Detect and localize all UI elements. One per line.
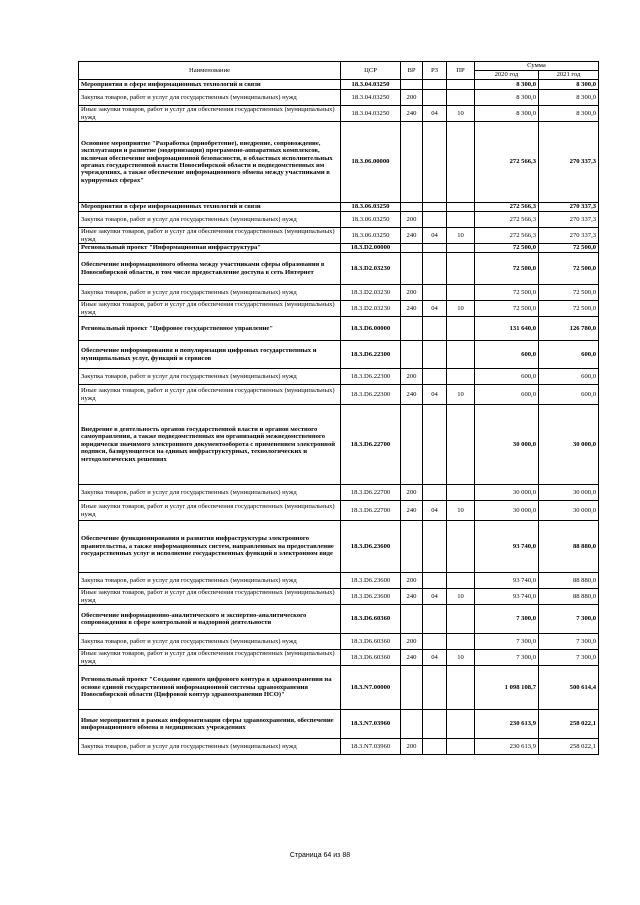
row-name-cell: Иные закупки товаров, работ и услуг для обеспечения государственных (муниципальных) нужд xyxy=(79,501,341,521)
row-rz-cell xyxy=(423,521,447,573)
row-name-cell: Мероприятия в сфере информационных технологий и связи xyxy=(79,203,341,212)
header-rz: РЗ xyxy=(423,62,447,80)
row-pr-cell xyxy=(447,521,475,573)
row-value-2020-cell: 7 300,0 xyxy=(475,605,539,634)
row-pr-cell: 10 xyxy=(447,385,475,405)
row-name-cell: Иные закупки товаров, работ и услуг для обеспечения государственных (муниципальных) нужд xyxy=(79,589,341,605)
table-row xyxy=(79,485,599,501)
row-rz-cell xyxy=(423,317,447,341)
row-name-cell: Иные закупки товаров, работ и услуг для обеспечения государственных (муниципальных) нужд xyxy=(79,385,341,405)
row-name-cell: Иные закупки товаров, работ и услуг для обеспечения государственных (муниципальных) нужд xyxy=(79,650,341,666)
row-csr-cell: 18.3.06.00000 xyxy=(341,122,401,203)
row-rz-cell xyxy=(423,739,447,755)
row-value-2021-cell: 8 300,0 xyxy=(539,90,599,106)
row-csr-cell: 18.3.D2.00000 xyxy=(341,244,401,253)
table-body xyxy=(79,80,599,755)
row-value-2020-cell: 72 500,0 xyxy=(475,244,539,253)
row-vr-cell xyxy=(401,244,423,253)
table-row xyxy=(79,405,599,485)
row-name-cell: Региональный проект "Информационная инфраструктура" xyxy=(79,244,341,253)
header-year-2020: 2020 год xyxy=(475,71,539,80)
row-value-2021-cell: 72 500,0 xyxy=(539,244,599,253)
table-row xyxy=(79,122,599,203)
row-pr-cell xyxy=(447,203,475,212)
row-vr-cell: 200 xyxy=(401,634,423,650)
row-rz-cell xyxy=(423,710,447,739)
row-rz-cell xyxy=(423,244,447,253)
row-value-2021-cell: 600,0 xyxy=(539,369,599,385)
row-value-2020-cell: 600,0 xyxy=(475,385,539,405)
row-csr-cell: 18.3.D6.22700 xyxy=(341,405,401,485)
row-value-2020-cell: 8 300,0 xyxy=(475,106,539,122)
row-rz-cell xyxy=(423,573,447,589)
row-name-cell: Закупка товаров, работ и услуг для государственных (муниципальных) нужд xyxy=(79,485,341,501)
row-name-cell: Обеспечение функционирования и развития инфраструктуры электронного правительства, а также информационных систем, направленных на предоставление государственных услуг и исполнение государственных функций в электронном виде xyxy=(79,521,341,573)
row-csr-cell: 18.3.06.03250 xyxy=(341,203,401,212)
row-value-2021-cell: 8 300,0 xyxy=(539,80,599,90)
row-value-2021-cell: 88 880,0 xyxy=(539,573,599,589)
row-rz-cell xyxy=(423,485,447,501)
row-pr-cell xyxy=(447,485,475,501)
row-pr-cell xyxy=(447,634,475,650)
row-pr-cell xyxy=(447,253,475,285)
row-vr-cell xyxy=(401,605,423,634)
row-csr-cell: 18.3.D6.23600 xyxy=(341,521,401,573)
row-pr-cell xyxy=(447,710,475,739)
row-csr-cell: 18.3.06.03250 xyxy=(341,228,401,244)
row-value-2021-cell: 258 022,1 xyxy=(539,710,599,739)
row-value-2020-cell: 272 566,3 xyxy=(475,228,539,244)
row-csr-cell: 18.3.D2.03230 xyxy=(341,253,401,285)
row-pr-cell xyxy=(447,405,475,485)
table-row xyxy=(79,666,599,710)
row-value-2020-cell: 30 000,0 xyxy=(475,405,539,485)
row-name-cell: Закупка товаров, работ и услуг для государственных (муниципальных) нужд xyxy=(79,573,341,589)
row-name-cell: Мероприятия в сфере информационных технологий и связи xyxy=(79,80,341,90)
table-row xyxy=(79,521,599,573)
row-rz-cell: 04 xyxy=(423,589,447,605)
row-name-cell: Основное мероприятие "Разработка (приобретение), внедрение, сопровождение, эксплуатация и развитие (модернизация) программно-аппаратных комплексов, включая обеспечение информационной безопасности, в областных исполнительных органах государственной власти Новосибирской области и подведомственных им учреждениях, а также обеспечение информационного обмена между участниками в курируемых сферах" xyxy=(79,122,341,203)
table-row xyxy=(79,710,599,739)
row-pr-cell xyxy=(447,285,475,301)
row-rz-cell: 04 xyxy=(423,650,447,666)
row-value-2021-cell: 270 337,3 xyxy=(539,228,599,244)
table-row xyxy=(79,244,599,253)
header-sum: Сумма xyxy=(475,62,599,71)
row-value-2020-cell: 600,0 xyxy=(475,369,539,385)
row-rz-cell xyxy=(423,341,447,369)
row-name-cell: Закупка товаров, работ и услуг для государственных (муниципальных) нужд xyxy=(79,90,341,106)
table-row xyxy=(79,80,599,90)
row-value-2020-cell: 72 500,0 xyxy=(475,301,539,317)
table-row xyxy=(79,501,599,521)
row-name-cell: Закупка товаров, работ и услуг для государственных (муниципальных) нужд xyxy=(79,212,341,228)
row-vr-cell: 240 xyxy=(401,301,423,317)
row-csr-cell: 18.3.D6.22300 xyxy=(341,385,401,405)
row-pr-cell xyxy=(447,369,475,385)
table-row xyxy=(79,253,599,285)
row-vr-cell: 200 xyxy=(401,369,423,385)
row-rz-cell xyxy=(423,80,447,90)
row-value-2021-cell: 7 300,0 xyxy=(539,650,599,666)
row-csr-cell: 18.3.06.03250 xyxy=(341,212,401,228)
row-value-2020-cell: 30 000,0 xyxy=(475,485,539,501)
row-value-2020-cell: 30 000,0 xyxy=(475,501,539,521)
row-rz-cell: 04 xyxy=(423,106,447,122)
row-pr-cell xyxy=(447,739,475,755)
table-header xyxy=(79,62,599,80)
row-name-cell: Обеспечение информационного обмена между участниками сферы образования в Новосибирской области, в том числе предоставление доступа в сеть Интернет xyxy=(79,253,341,285)
row-rz-cell xyxy=(423,203,447,212)
row-csr-cell: 18.3.D6.60360 xyxy=(341,605,401,634)
row-value-2021-cell: 270 337,3 xyxy=(539,203,599,212)
row-name-cell: Региональный проект "Создание единого цифрового контура в здравоохранении на основе единой государственной информационной системы здравоохранения Новосибирской области (Цифровой контур здравоохранения НСО)" xyxy=(79,666,341,710)
row-value-2021-cell: 270 337,3 xyxy=(539,212,599,228)
table-row xyxy=(79,634,599,650)
row-pr-cell xyxy=(447,122,475,203)
row-value-2021-cell: 72 500,0 xyxy=(539,285,599,301)
row-value-2020-cell: 600,0 xyxy=(475,341,539,369)
row-value-2021-cell: 30 000,0 xyxy=(539,485,599,501)
row-pr-cell xyxy=(447,605,475,634)
row-value-2020-cell: 93 740,0 xyxy=(475,521,539,573)
row-name-cell: Закупка товаров, работ и услуг для государственных (муниципальных) нужд xyxy=(79,739,341,755)
row-value-2020-cell: 72 500,0 xyxy=(475,253,539,285)
row-value-2021-cell: 258 022,1 xyxy=(539,739,599,755)
row-csr-cell: 18.3.04.03250 xyxy=(341,90,401,106)
budget-table xyxy=(78,61,599,755)
row-value-2020-cell: 272 566,3 xyxy=(475,122,539,203)
row-vr-cell xyxy=(401,405,423,485)
table-row xyxy=(79,573,599,589)
row-name-cell: Внедрение в деятельность органов государственной власти и органов местного самоуправления, а также подведомственных им организаций межведомственного юридически значимого электронного документооборота с применением электронной подписи, базирующегося на единых инфраструктурных, технологических и методологических решениях xyxy=(79,405,341,485)
row-value-2021-cell: 7 300,0 xyxy=(539,605,599,634)
table-row xyxy=(79,203,599,212)
row-csr-cell: 18.3.D6.60360 xyxy=(341,634,401,650)
row-value-2020-cell: 93 740,0 xyxy=(475,589,539,605)
row-value-2020-cell: 230 613,9 xyxy=(475,739,539,755)
row-csr-cell: 18.3.D6.23600 xyxy=(341,573,401,589)
row-name-cell: Закупка товаров, работ и услуг для государственных (муниципальных) нужд xyxy=(79,285,341,301)
row-rz-cell: 04 xyxy=(423,301,447,317)
row-value-2020-cell: 272 566,3 xyxy=(475,203,539,212)
table-row xyxy=(79,589,599,605)
row-vr-cell: 240 xyxy=(401,650,423,666)
row-vr-cell: 200 xyxy=(401,485,423,501)
row-pr-cell xyxy=(447,573,475,589)
row-rz-cell xyxy=(423,285,447,301)
header-year-2021: 2021 год xyxy=(539,71,599,80)
row-rz-cell xyxy=(423,405,447,485)
row-rz-cell xyxy=(423,369,447,385)
row-value-2020-cell: 93 740,0 xyxy=(475,573,539,589)
row-vr-cell xyxy=(401,317,423,341)
header-csr: ЦСР xyxy=(341,62,401,80)
row-rz-cell xyxy=(423,90,447,106)
page-number: Страница 64 из 88 xyxy=(289,852,351,859)
row-vr-cell xyxy=(401,253,423,285)
row-pr-cell xyxy=(447,212,475,228)
row-value-2021-cell: 72 500,0 xyxy=(539,253,599,285)
row-value-2020-cell: 7 300,0 xyxy=(475,634,539,650)
row-vr-cell xyxy=(401,666,423,710)
row-value-2021-cell: 88 880,0 xyxy=(539,521,599,573)
row-csr-cell: 18.3.N7.03960 xyxy=(341,710,401,739)
row-name-cell: Обеспечение информационно-аналитического и экспертно-аналитического сопровождения в сфере контрольной и надзорной деятельности xyxy=(79,605,341,634)
table-row xyxy=(79,369,599,385)
row-value-2021-cell: 8 300,0 xyxy=(539,106,599,122)
row-value-2020-cell: 7 300,0 xyxy=(475,650,539,666)
table-row xyxy=(79,106,599,122)
row-csr-cell: 18.3.D6.00000 xyxy=(341,317,401,341)
table-row xyxy=(79,285,599,301)
row-rz-cell: 04 xyxy=(423,501,447,521)
row-pr-cell: 10 xyxy=(447,228,475,244)
row-pr-cell xyxy=(447,317,475,341)
row-csr-cell: 18.3.04.03250 xyxy=(341,106,401,122)
row-csr-cell: 18.3.D6.23600 xyxy=(341,589,401,605)
row-pr-cell: 10 xyxy=(447,301,475,317)
row-name-cell: Иные закупки товаров, работ и услуг для обеспечения государственных (муниципальных) нужд xyxy=(79,228,341,244)
row-rz-cell xyxy=(423,634,447,650)
row-vr-cell: 200 xyxy=(401,212,423,228)
row-rz-cell xyxy=(423,122,447,203)
row-pr-cell: 10 xyxy=(447,106,475,122)
row-vr-cell: 200 xyxy=(401,90,423,106)
row-rz-cell: 04 xyxy=(423,228,447,244)
row-vr-cell xyxy=(401,341,423,369)
row-pr-cell xyxy=(447,244,475,253)
table-row xyxy=(79,212,599,228)
row-name-cell: Обеспечение информирования и популяризации цифровых государственных и муниципальных услуг, функций и сервисов xyxy=(79,341,341,369)
row-value-2021-cell: 500 614,4 xyxy=(539,666,599,710)
row-value-2021-cell: 72 500,0 xyxy=(539,301,599,317)
row-value-2021-cell: 88 880,0 xyxy=(539,589,599,605)
row-vr-cell xyxy=(401,203,423,212)
row-vr-cell: 200 xyxy=(401,285,423,301)
row-name-cell: Иные закупки товаров, работ и услуг для обеспечения государственных (муниципальных) нужд xyxy=(79,301,341,317)
row-csr-cell: 18.3.D6.60360 xyxy=(341,650,401,666)
header-pr: ПР xyxy=(447,62,475,80)
row-csr-cell: 18.3.04.03250 xyxy=(341,80,401,90)
row-vr-cell: 240 xyxy=(401,228,423,244)
row-vr-cell: 240 xyxy=(401,385,423,405)
row-value-2020-cell: 8 300,0 xyxy=(475,80,539,90)
budget-table-sheet xyxy=(78,61,598,755)
header-name: Наименование xyxy=(79,62,341,80)
row-name-cell: Региональный проект "Цифровое государственное управление" xyxy=(79,317,341,341)
row-vr-cell: 200 xyxy=(401,739,423,755)
row-vr-cell: 240 xyxy=(401,106,423,122)
row-value-2020-cell: 72 500,0 xyxy=(475,285,539,301)
table-row xyxy=(79,650,599,666)
row-value-2020-cell: 230 613,9 xyxy=(475,710,539,739)
table-row xyxy=(79,228,599,244)
row-pr-cell xyxy=(447,90,475,106)
row-rz-cell xyxy=(423,212,447,228)
row-vr-cell xyxy=(401,521,423,573)
row-pr-cell: 10 xyxy=(447,501,475,521)
row-pr-cell xyxy=(447,666,475,710)
row-pr-cell xyxy=(447,341,475,369)
row-csr-cell: 18.3.D6.22700 xyxy=(341,501,401,521)
header-vr: ВР xyxy=(401,62,423,80)
row-value-2020-cell: 272 566,3 xyxy=(475,212,539,228)
row-rz-cell xyxy=(423,253,447,285)
row-vr-cell xyxy=(401,710,423,739)
row-csr-cell: 18.3.D2.03230 xyxy=(341,285,401,301)
row-csr-cell: 18.3.D6.22700 xyxy=(341,485,401,501)
row-name-cell: Закупка товаров, работ и услуг для государственных (муниципальных) нужд xyxy=(79,369,341,385)
table-row xyxy=(79,301,599,317)
table-row xyxy=(79,739,599,755)
row-name-cell: Иные закупки товаров, работ и услуг для обеспечения государственных (муниципальных) нужд xyxy=(79,106,341,122)
row-value-2021-cell: 270 337,3 xyxy=(539,122,599,203)
row-vr-cell xyxy=(401,80,423,90)
row-rz-cell xyxy=(423,666,447,710)
row-value-2020-cell: 8 300,0 xyxy=(475,90,539,106)
row-csr-cell: 18.3.D6.22300 xyxy=(341,369,401,385)
row-csr-cell: 18.3.D2.03230 xyxy=(341,301,401,317)
row-pr-cell: 10 xyxy=(447,589,475,605)
row-value-2020-cell: 1 098 108,7 xyxy=(475,666,539,710)
row-value-2021-cell: 126 780,0 xyxy=(539,317,599,341)
row-rz-cell xyxy=(423,605,447,634)
table-row xyxy=(79,317,599,341)
row-name-cell: Иные мероприятия в рамках информатизации сферы здравоохранения, обеспечение информационного обмена в медицинских учреждениях xyxy=(79,710,341,739)
row-pr-cell xyxy=(447,80,475,90)
row-vr-cell: 240 xyxy=(401,501,423,521)
row-pr-cell: 10 xyxy=(447,650,475,666)
table-row xyxy=(79,90,599,106)
row-value-2021-cell: 7 300,0 xyxy=(539,634,599,650)
table-row xyxy=(79,385,599,405)
row-csr-cell: 18.3.N7.03960 xyxy=(341,739,401,755)
row-vr-cell xyxy=(401,122,423,203)
row-value-2021-cell: 600,0 xyxy=(539,385,599,405)
row-vr-cell: 200 xyxy=(401,573,423,589)
row-csr-cell: 18.3.N7.00000 xyxy=(341,666,401,710)
row-value-2021-cell: 30 000,0 xyxy=(539,501,599,521)
table-row xyxy=(79,341,599,369)
row-vr-cell: 240 xyxy=(401,589,423,605)
row-csr-cell: 18.3.D6.22300 xyxy=(341,341,401,369)
row-rz-cell: 04 xyxy=(423,385,447,405)
row-value-2021-cell: 30 000,0 xyxy=(539,405,599,485)
row-value-2021-cell: 600,0 xyxy=(539,341,599,369)
row-name-cell: Закупка товаров, работ и услуг для государственных (муниципальных) нужд xyxy=(79,634,341,650)
table-row xyxy=(79,605,599,634)
row-value-2020-cell: 131 640,0 xyxy=(475,317,539,341)
